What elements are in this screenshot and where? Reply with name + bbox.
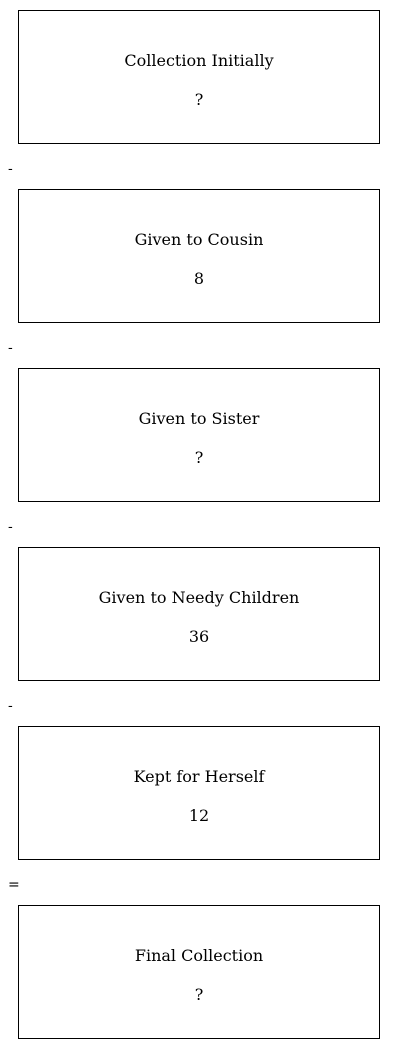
box-value: ?: [194, 448, 204, 467]
minus-operator: -: [8, 340, 13, 356]
box-value: 8: [193, 269, 205, 288]
box-label: Given to Sister: [138, 409, 260, 428]
box-label: Kept for Herself: [133, 767, 265, 786]
box-value: 36: [188, 627, 210, 646]
box-label: Given to Cousin: [134, 230, 264, 249]
minus-operator: -: [8, 161, 13, 177]
minus-operator: -: [8, 698, 13, 714]
box-kept-for-herself: [18, 726, 380, 860]
box-value: 12: [188, 806, 210, 825]
box-label: Collection Initially: [124, 51, 274, 70]
box-given-to-sister: [18, 368, 380, 502]
box-given-to-needy-children: [18, 547, 380, 681]
box-label: Final Collection: [134, 946, 264, 965]
box-collection-initially: [18, 10, 380, 144]
box-label: Given to Needy Children: [98, 588, 300, 607]
box-value: ?: [194, 985, 204, 1004]
box-given-to-cousin: [18, 189, 380, 323]
box-final-collection: [18, 905, 380, 1039]
equals-operator: =: [8, 877, 20, 893]
minus-operator: -: [8, 519, 13, 535]
box-value: ?: [194, 90, 204, 109]
